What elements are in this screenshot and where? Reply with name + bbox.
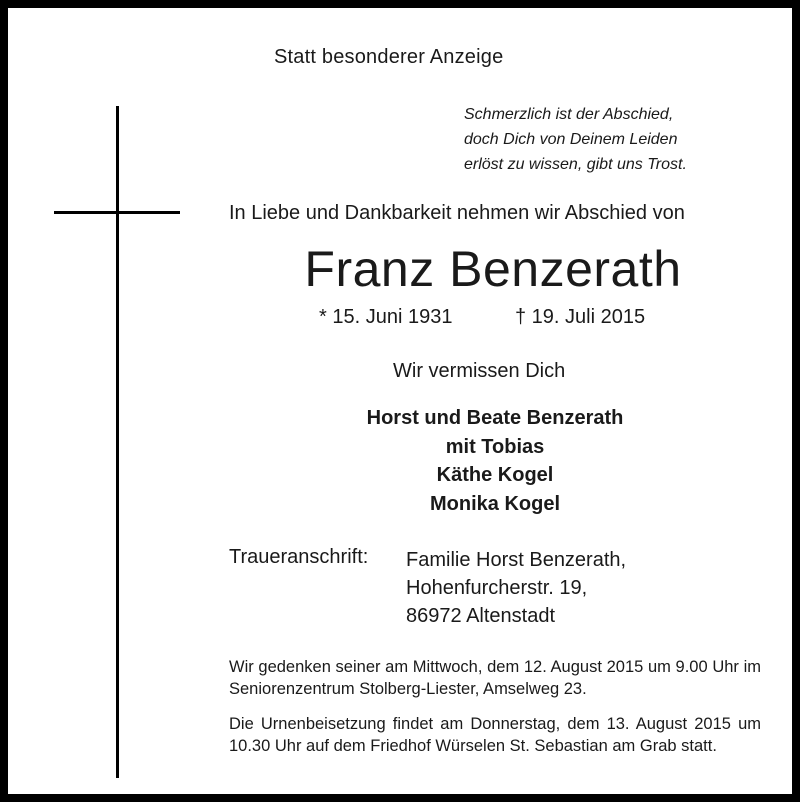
- mourner-name: Horst und Beate Benzerath: [366, 407, 624, 429]
- deceased-name: Franz Benzerath: [304, 241, 682, 297]
- notice-header: Statt besonderer Anzeige: [274, 46, 504, 68]
- mourner-name: Monika Kogel: [429, 492, 560, 515]
- address-line: 86972 Altenstadt: [406, 605, 556, 627]
- mourner-name: mit Tobias: [445, 435, 545, 458]
- verse-line: doch Dich von Deinem Leiden: [464, 131, 678, 148]
- address-line: Hohenfurcherstr. 19,: [406, 577, 588, 599]
- mourner-name: Käthe Kogel: [436, 464, 554, 486]
- farewell-intro: In Liebe und Dankbarkeit nehmen wir Abschied von: [229, 202, 685, 224]
- verse-line: Schmerzlich ist der Abschied,: [464, 106, 674, 123]
- address-block: [406, 546, 626, 630]
- miss-you-line: Wir vermissen Dich: [393, 360, 566, 382]
- birth-date: * 15. Juni 1931: [319, 306, 453, 328]
- memorial-service-paragraph: Wir gedenken seiner am Mittwoch, dem 12. August 2015 um 9.00 Uhr im Seniorenzentrum Stolberg-Liester, Amselweg 23.: [229, 658, 761, 698]
- mourners-list: [238, 404, 752, 518]
- cross-horizontal-bar: [54, 211, 180, 214]
- address-line: Familie Horst Benzerath,: [406, 549, 627, 571]
- burial-paragraph: Die Urnenbeisetzung findet am Donnerstag, dem 13. August 2015 um 10.30 Uhr auf dem Friedhof Würselen St. Sebastian am Grab statt.: [229, 715, 761, 755]
- memorial-verse: [464, 102, 687, 177]
- address-label: Traueranschrift:: [229, 546, 369, 568]
- death-date: † 19. Juli 2015: [515, 306, 646, 328]
- verse-line: erlöst zu wissen, gibt uns Trost.: [464, 156, 687, 173]
- cross-vertical-bar: [116, 106, 119, 778]
